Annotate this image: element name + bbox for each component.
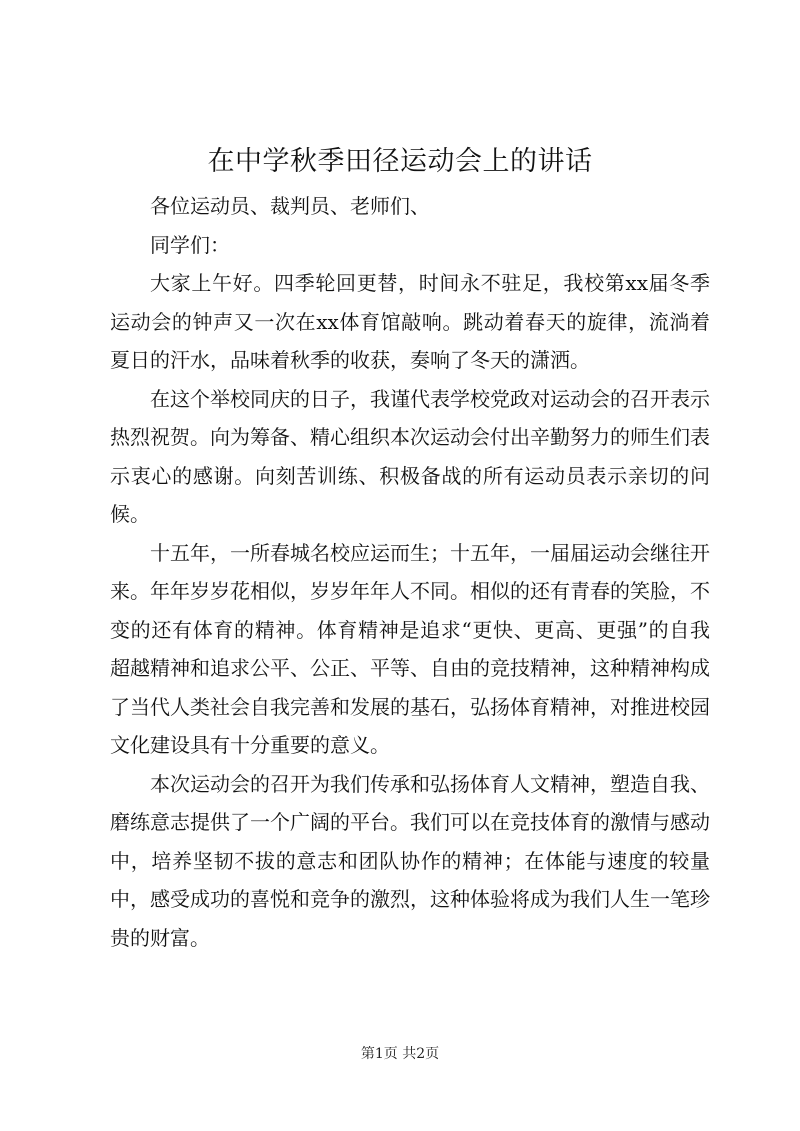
page-number-footer: 第1页 共2页	[360, 1046, 440, 1062]
body-paragraph: 大家上午好。四季轮回更替，时间永不驻足，我校第xx届冬季运动会的钟声又一次在xx体育馆敲响。跳动着春天的旋律，流淌着夏日的汗水，品味着秋季的收获，奏响了冬天的潇洒。	[110, 271, 710, 372]
document-body	[110, 187, 710, 957]
body-paragraph: 十五年，一所春城名校应运而生；十五年，一届届运动会继往开来。年年岁岁花相似，岁岁年年人不同。相似的还有青春的笑脸，不变的还有体育的精神。体育精神是追求“更快、更高、更强”的自我超越精神和追求公平、公正、平等、自由的竞技精神，这种精神构成了当代人类社会自我完善和发展的基石，弘扬体育精神，对推进校园文化建设具有十分重要的意义。	[110, 540, 710, 757]
salutation-line: 各位运动员、裁判员、老师们、	[150, 194, 430, 218]
body-paragraph: 本次运动会的召开为我们传承和弘扬体育人文精神，塑造自我、磨练意志提供了一个广阔的平台。我们可以在竞技体育的激情与感动中，培养坚韧不拔的意志和团队协作的精神；在体能与速度的较量中，感受成功的喜悦和竞争的激烈，这种体验将成为我们人生一笔珍贵的财富。	[110, 771, 710, 950]
body-paragraph: 在这个举校同庆的日子，我谨代表学校党政对运动会的召开表示热烈祝贺。向为筹备、精心组织本次运动会付出辛勤努力的师生们表示衷心的感谢。向刻苦训练、积极备战的所有运动员表示亲切的问候。	[110, 386, 710, 526]
salutation-line: 同学们：	[150, 232, 230, 257]
document-title: 在中学秋季田径运动会上的讲话	[207, 146, 593, 177]
